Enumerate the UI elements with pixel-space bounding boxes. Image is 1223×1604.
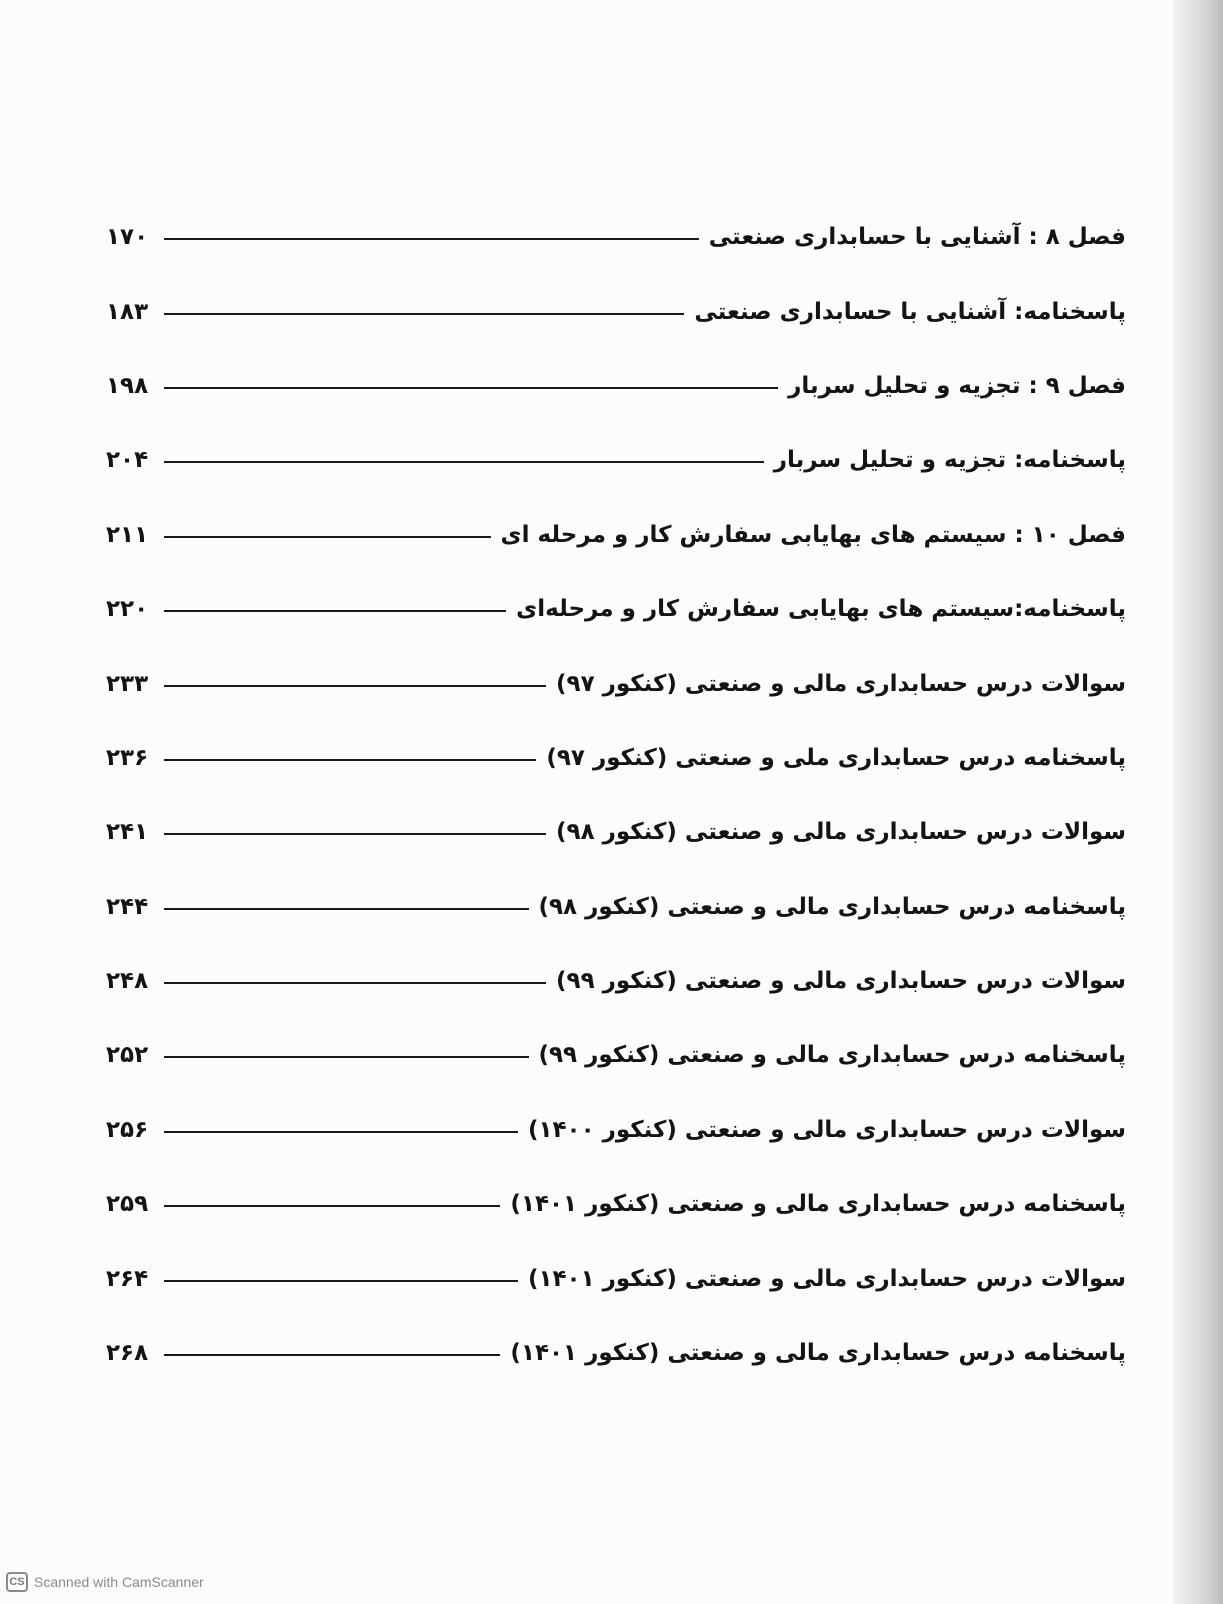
toc-entry [106,1018,1126,1092]
toc-entry [106,1093,1126,1167]
toc-entry-title: سوالات درس حسابداری مالی و صنعتی (کنکور ۹۷) [556,670,1126,697]
scanner-label: Scanned with CamScanner [34,1574,204,1590]
toc-entry [106,274,1126,348]
toc-leader-line [164,982,546,984]
camscanner-logo-icon: CS [6,1572,28,1592]
toc-leader-line [164,1354,500,1356]
toc-entry-page: ۱۹۸ [106,372,149,399]
toc-entry [106,1241,1126,1315]
toc-entry [106,572,1126,646]
toc-entry-title: سوالات درس حسابداری مالی و صنعتی (کنکور ۱۴۰۱) [527,1265,1126,1292]
toc-leader-line [164,1205,500,1207]
toc-entry [106,423,1126,497]
toc-entry [106,498,1126,572]
toc-leader-line [164,536,491,538]
toc-entry-page: ۲۶۸ [106,1340,149,1367]
toc-leader-line [164,610,506,612]
toc-entry-page: ۲۳۳ [106,670,149,697]
toc-entry [106,795,1126,869]
toc-entry-title: پاسخنامه درس حسابداری مالی و صنعتی (کنکور ۱۴۰۱) [510,1340,1126,1367]
toc-leader-line [164,387,778,389]
toc-entry-title: پاسخنامه: تجزیه و تحلیل سربار [773,447,1126,474]
toc-entry [106,200,1126,274]
toc-leader-line [164,685,546,687]
toc-entry-title: سوالات درس حسابداری مالی و صنعتی (کنکور ۹۸) [556,819,1126,846]
toc-entry-title: پاسخنامه درس حسابداری مالی و صنعتی (کنکور ۹۹) [538,1042,1126,1069]
toc-entry-title: سوالات درس حسابداری مالی و صنعتی (کنکور ۱۴۰۰) [527,1116,1126,1143]
toc-entry-title: سوالات درس حسابداری مالی و صنعتی (کنکور ۹۹) [556,968,1126,995]
toc-entry-page: ۱۸۳ [106,298,149,325]
toc-entry [106,1316,1126,1390]
scanner-watermark [6,1572,204,1592]
toc-entry-page: ۲۶۴ [106,1265,149,1292]
toc-entry-page: ۲۵۹ [106,1191,149,1218]
toc-entry-page: ۲۱۱ [106,521,149,548]
toc-entry-page: ۲۲۰ [106,596,149,623]
toc-entry-page: ۲۴۱ [106,819,149,846]
toc-entry-page: ۲۰۴ [106,447,149,474]
toc-entry-page: ۱۷۰ [106,224,149,251]
table-of-contents [106,200,1126,1390]
toc-entry-title: پاسخنامه: آشنایی با حسابداری صنعتی [694,298,1126,325]
toc-entry [106,721,1126,795]
toc-entry-page: ۲۴۸ [106,968,149,995]
toc-entry-title: فصل ۹ : تجزیه و تحلیل سربار [788,372,1126,399]
toc-leader-line [164,759,536,761]
toc-entry-page: ۲۵۲ [106,1042,149,1069]
toc-leader-line [164,1280,518,1282]
toc-entry [106,870,1126,944]
toc-entry-page: ۲۴۴ [106,893,149,920]
toc-leader-line [164,1131,518,1133]
toc-leader-line [164,908,529,910]
toc-leader-line [164,1056,529,1058]
toc-entry-title: فصل ۸ : آشنایی با حسابداری صنعتی [708,224,1126,251]
toc-entry [106,646,1126,720]
toc-entry [106,349,1126,423]
toc-leader-line [164,461,764,463]
toc-entry [106,944,1126,1018]
toc-entry-title: پاسخنامه درس حسابداری مالی و صنعتی (کنکور ۹۸) [538,893,1126,920]
page-edge-shadow [1173,0,1223,1604]
toc-leader-line [164,238,699,240]
toc-entry [106,1167,1126,1241]
toc-entry-page: ۲۳۶ [106,744,149,771]
toc-entry-title: پاسخنامه درس حسابداری مالی و صنعتی (کنکور ۱۴۰۱) [510,1191,1126,1218]
toc-entry-title: پاسخنامه:سیستم های بهایابی سفارش کار و مرحله‌ای [516,596,1126,623]
toc-entry-title: پاسخنامه درس حسابداری ملی و صنعتی (کنکور ۹۷) [546,744,1126,771]
toc-leader-line [164,313,684,315]
toc-leader-line [164,833,546,835]
toc-entry-page: ۲۵۶ [106,1116,149,1143]
toc-entry-title: فصل ۱۰ : سیستم های بهایابی سفارش کار و مرحله ای [500,521,1126,548]
